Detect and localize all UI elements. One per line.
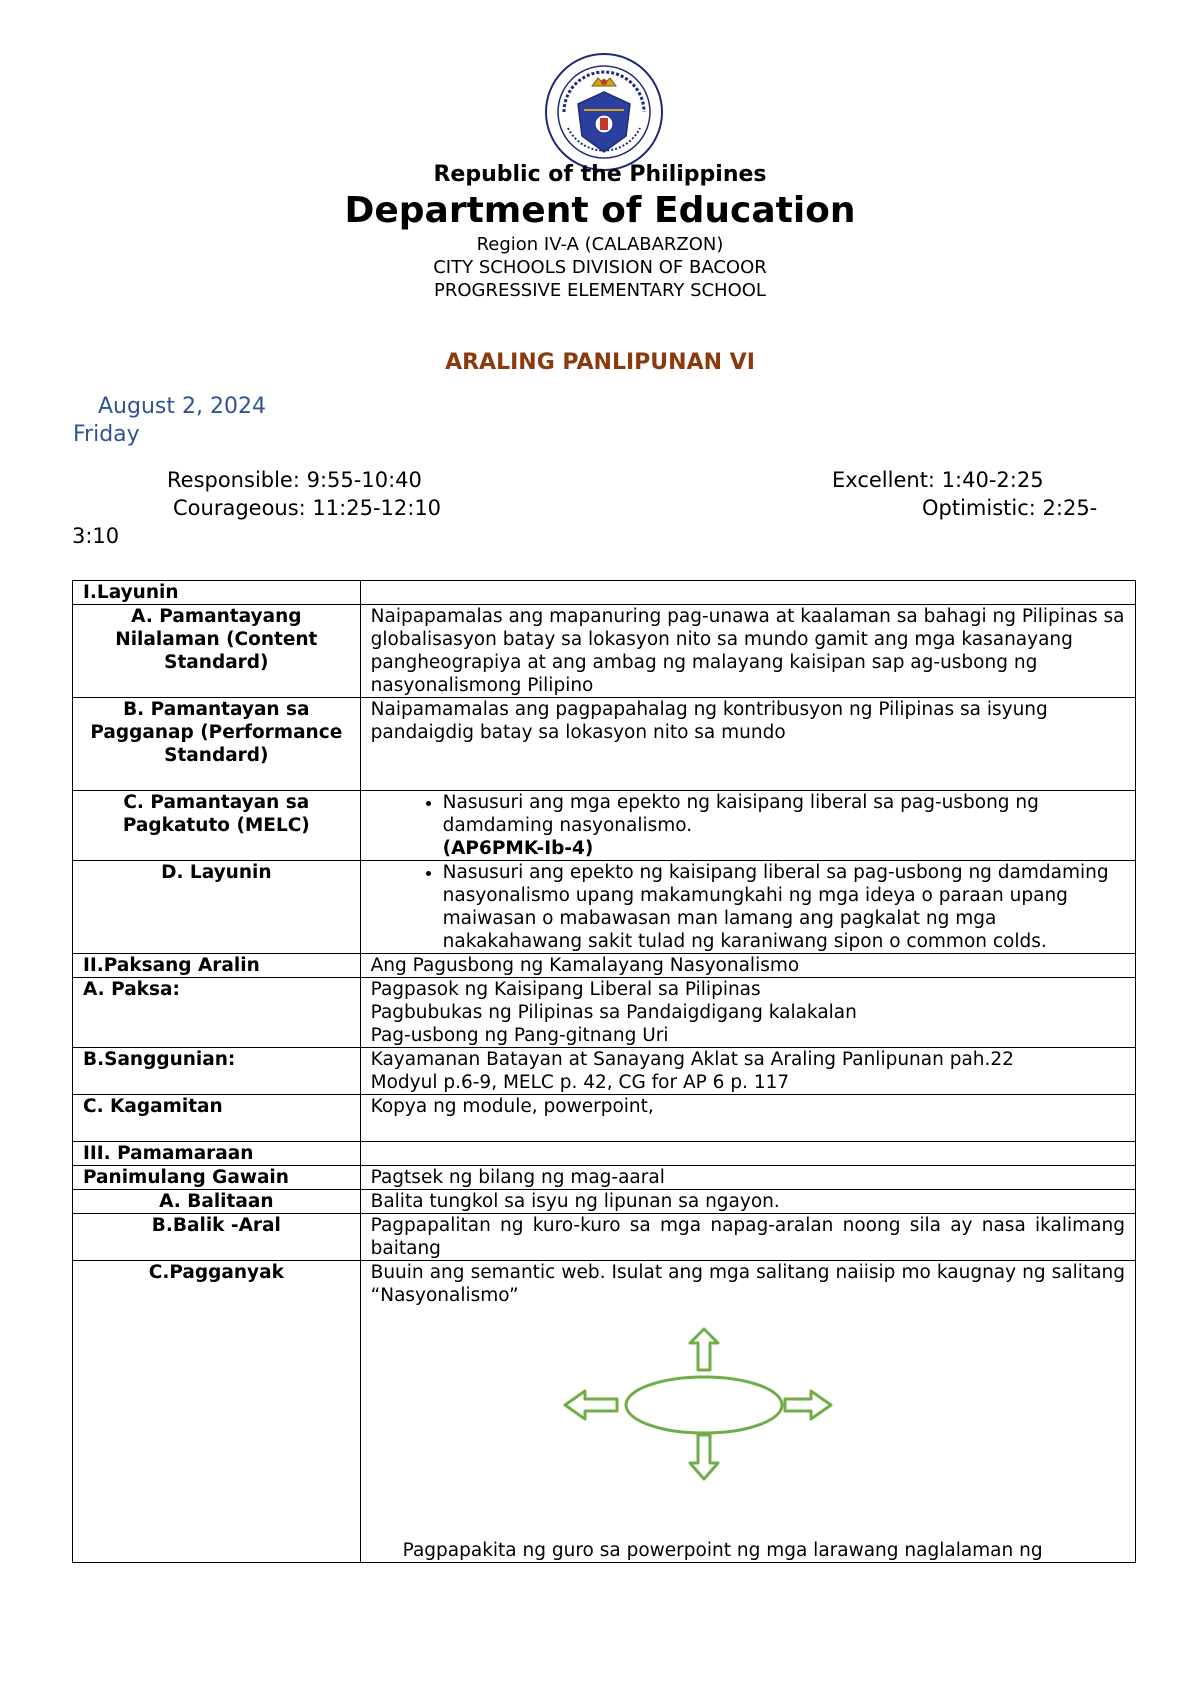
- row-label-performance-standard: B. Pamantayan sa Pagganap (Performance Standard): [73, 698, 361, 791]
- lesson-day: Friday: [73, 422, 140, 447]
- row-label-balik-aral: B.Balik -Aral: [73, 1214, 361, 1261]
- schedule-excellent: Excellent: 1:40-2:25: [832, 468, 1044, 492]
- schedule-courageous: Courageous: 11:25-12:10: [173, 496, 442, 520]
- row-value-performance-standard: Naipamamalas ang pagpapahalag ng kontribusyon ng Pilipinas sa isyung pandaigdig batay sa lokasyon nito sa mundo: [360, 698, 1135, 791]
- row-value-content-standard: Naipapamalas ang mapanuring pag-unawa at kaalaman sa bahagi ng Pilipinas sa globalisasyon batay sa lokasyon nito sa mundo gamit ang mga kasanayang pangheograpiya at ang ambag ng malayang kaisipan sap ag-usbong ng nasyonalismong Pilipino: [360, 605, 1135, 698]
- paksa-line-2: Pagbubukas ng Pilipinas sa Pandaigdigang kalakalan: [370, 1002, 857, 1023]
- table-row: [73, 1142, 1136, 1166]
- row-value-paksang-aralin: Ang Pagusbong ng Kamalayang Nasyonalismo: [360, 954, 1135, 978]
- objective-line-2: nasyonalismo upang makamungkahi ng mga ideya o paraan upang: [442, 885, 1068, 906]
- semantic-web-center-oval: [626, 1377, 782, 1433]
- row-label-balitaan: A. Balitaan: [73, 1190, 361, 1214]
- row-label-panimulang-gawain: Panimulang Gawain: [73, 1166, 361, 1190]
- table-row: [73, 1190, 1136, 1214]
- table-row: [73, 978, 1136, 1048]
- division-line: CITY SCHOOLS DIVISION OF BACOOR: [433, 257, 767, 278]
- row-label-kagamitan: C. Kagamitan: [73, 1095, 361, 1142]
- row-value-sanggunian: [360, 1048, 1135, 1095]
- row-value-panimulang-gawain: Pagtsek ng bilang ng mag-aaral: [360, 1166, 1135, 1190]
- paksa-line-3: Pag-usbong ng Pang-gitnang Uri: [370, 1025, 669, 1046]
- semantic-web-arrow-down: [690, 1435, 718, 1479]
- semantic-web-arrow-left: [565, 1391, 617, 1419]
- row-value-paksa: [360, 978, 1135, 1048]
- row-label-content-standard: A. Pamantayang Nilalaman (Content Standard): [73, 605, 361, 698]
- objective-line-1: Nasusuri ang epekto ng kaisipang liberal sa pag-usbong ng damdaming: [442, 862, 1109, 883]
- table-row: [73, 861, 1136, 954]
- table-row: [73, 1166, 1136, 1190]
- semantic-web-arrow-up: [690, 1329, 718, 1370]
- republic-line: Republic of the Philippines: [433, 162, 767, 187]
- table-row: [73, 1214, 1136, 1261]
- schedule-responsible: Responsible: 9:55-10:40: [167, 468, 422, 492]
- table-row: [73, 791, 1136, 861]
- subject-title: ARALING PANLIPUNAN VI: [445, 350, 755, 375]
- row-label-sanggunian: B.Sanggunian:: [73, 1048, 361, 1095]
- row-value-balitaan: Balita tungkol sa isyu ng lipunan sa ngayon.: [360, 1190, 1135, 1214]
- table-row: [73, 581, 1136, 605]
- table-row: [73, 1261, 1136, 1563]
- row-value-objective: [360, 861, 1135, 954]
- row-value-pamamaraan: [360, 1142, 1135, 1166]
- region-line: Region IV-A (CALABARZON): [476, 234, 724, 255]
- row-label-pamamaraan: III. Pamamaraan: [73, 1142, 361, 1166]
- row-value-melc: [360, 791, 1135, 861]
- row-label-melc: C. Pamantayan sa Pagkatuto (MELC): [73, 791, 361, 861]
- sanggunian-line-2: Modyul p.6-9, MELC p. 42, CG for AP 6 p. 117: [370, 1072, 790, 1093]
- schedule-optimistic-wrap: 3:10: [72, 524, 120, 548]
- lesson-plan-table: [72, 580, 1136, 1563]
- table-row: [73, 698, 1136, 791]
- table-row: [73, 605, 1136, 698]
- pagganyak-last-line: Pagpapakita ng guro sa powerpoint ng mga larawang naglalaman ng: [402, 1540, 1043, 1561]
- pagganyak-text: Buuin ang semantic web. Isulat ang mga salitang naiisip mo kaugnay ng salitang “Nasyonalismo”: [370, 1262, 1125, 1306]
- melc-code: (AP6PMK-Ib-4): [442, 838, 594, 859]
- objective-line-3: maiwasan o mabawasan man lamang ang pagkalat ng mga nakakahawang sakit tulad ng karaniwang sipon o common colds.: [442, 908, 1047, 952]
- row-value-pagganyak: [360, 1261, 1135, 1563]
- table-row: [73, 1048, 1136, 1095]
- row-label-paksang-aralin: II.Paksang Aralin: [73, 954, 361, 978]
- table-row: [73, 954, 1136, 978]
- table-row: [73, 1095, 1136, 1142]
- schedule-optimistic: Optimistic: 2:25-: [922, 496, 1098, 520]
- deped-seal-icon: [544, 52, 664, 172]
- row-value-layunin: [360, 581, 1135, 605]
- semantic-web-arrow-right: [785, 1391, 831, 1419]
- row-label-pagganyak: C.Pagganyak: [73, 1261, 361, 1563]
- lesson-date: August 2, 2024: [98, 394, 266, 419]
- row-label-paksa: A. Paksa:: [73, 978, 361, 1048]
- semantic-web-area: [371, 1307, 1125, 1539]
- row-label-objective: D. Layunin: [73, 861, 361, 954]
- department-title: Department of Education: [344, 190, 856, 231]
- school-line: PROGRESSIVE ELEMENTARY SCHOOL: [434, 280, 766, 301]
- semantic-web-diagram: [559, 1325, 849, 1485]
- row-value-kagamitan: Kopya ng module, powerpoint,: [360, 1095, 1135, 1142]
- row-label-layunin: I.Layunin: [73, 581, 361, 605]
- sanggunian-line-1: Kayamanan Batayan at Sanayang Aklat sa Araling Panlipunan pah.22: [370, 1049, 1014, 1070]
- melc-text: Nasusuri ang mga epekto ng kaisipang liberal sa pag-usbong ng damdaming nasyonalismo.: [442, 792, 1039, 836]
- row-value-balik-aral: Pagpapalitan ng kuro-kuro sa mga napag-aralan noong sila ay nasa ikalimang baitang: [360, 1214, 1135, 1261]
- paksa-line-1: Pagpasok ng Kaisipang Liberal sa Pilipinas: [370, 979, 761, 1000]
